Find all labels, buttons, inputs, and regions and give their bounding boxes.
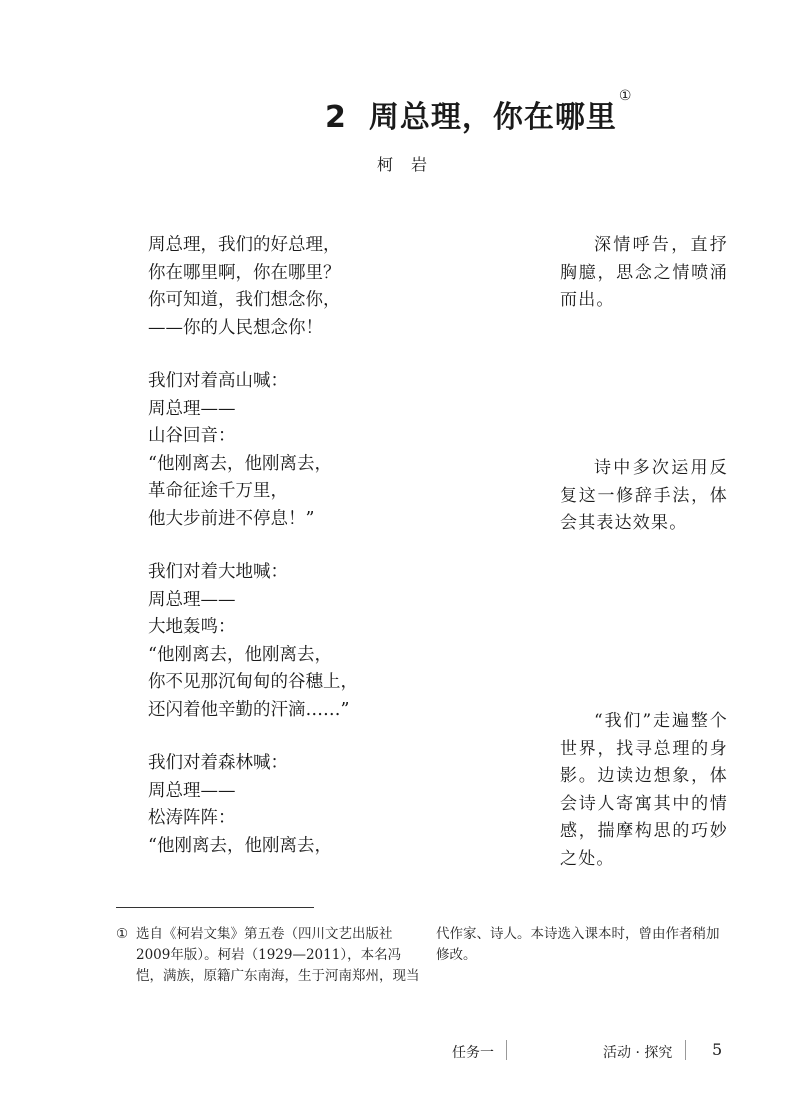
- poem-line: 山谷回音：: [148, 426, 236, 446]
- stanza-3: [148, 559, 358, 724]
- poem-line: 你在哪里啊，你在哪里？: [148, 262, 341, 283]
- stanza-4: [148, 750, 358, 860]
- side-note-2: 诗中多次运用反复这一修辞手法，体会其表达效果。: [560, 458, 728, 533]
- poem-line: 他大步前进不停息！”: [148, 508, 315, 529]
- poem-line: 我们对着森林喊：: [148, 753, 288, 773]
- footnote-text-right: 代作家、诗人。本诗选入课本时，曾由作者稍加修改。: [436, 926, 720, 963]
- poem-line: “他刚离去，他刚离去，: [148, 644, 332, 665]
- footnote-text-left: 选自《柯岩文集》第五卷（四川文艺出版社2009年版）。柯岩（1929—2011），本名冯恺，满族，原籍广东南海，生于河南郑州，现当: [136, 926, 420, 984]
- poem-line: 你不见那沉甸甸的谷穗上，: [148, 672, 358, 692]
- poem-line: 周总理——: [148, 589, 236, 610]
- poem-line: 周总理——: [148, 780, 236, 801]
- poem-line: 我们对着高山喊：: [148, 371, 288, 391]
- lesson-title: [325, 88, 633, 136]
- title-footnote-mark: ①: [618, 88, 633, 104]
- poem-line: 你可知道，我们想念你，: [148, 290, 341, 310]
- stanza-1: [148, 232, 358, 342]
- footnote-divider: [116, 907, 314, 908]
- title-text: 周总理，你在哪里: [368, 100, 617, 135]
- side-note-1: 深情呼告，直抒胸臆，思念之情喷涌而出。: [560, 235, 728, 310]
- poem-line: “他刚离去，他刚离去，: [148, 453, 332, 474]
- poem-line: 我们对着大地喊：: [148, 562, 288, 582]
- poem-line: 还闪着他辛勤的汗滴……”: [148, 699, 350, 720]
- stanza-2: [148, 368, 358, 533]
- footer-section-label: 任务一: [452, 1045, 494, 1061]
- poem-line: 大地轰鸣：: [148, 617, 236, 637]
- poem-line: 周总理——: [148, 398, 236, 419]
- side-note-3: “我们”走遍整个世界，找寻总理的身影。边读边想象，体会诗人寄寓其中的情感，揣摩构思的巧妙之处。: [560, 711, 728, 869]
- footnote-mark: ①: [116, 926, 129, 942]
- author-name: 柯岩: [377, 155, 446, 174]
- poem-line: 革命征途千万里，: [148, 481, 288, 501]
- poem-line: “他刚离去，他刚离去，: [148, 835, 332, 856]
- poem-line: 周总理，我们的好总理，: [148, 235, 341, 255]
- footnote-left-column: [116, 924, 426, 987]
- footer-divider: [506, 1040, 507, 1060]
- lesson-number: 2: [325, 100, 347, 135]
- poem-body: [148, 232, 358, 886]
- page-number: 5: [712, 1040, 723, 1059]
- footer-activity-label: 活动 · 探究: [603, 1045, 673, 1061]
- footer-divider: [685, 1040, 686, 1060]
- poem-line: 松涛阵阵：: [148, 808, 236, 828]
- poem-line: ——你的人民想念你！: [148, 317, 323, 338]
